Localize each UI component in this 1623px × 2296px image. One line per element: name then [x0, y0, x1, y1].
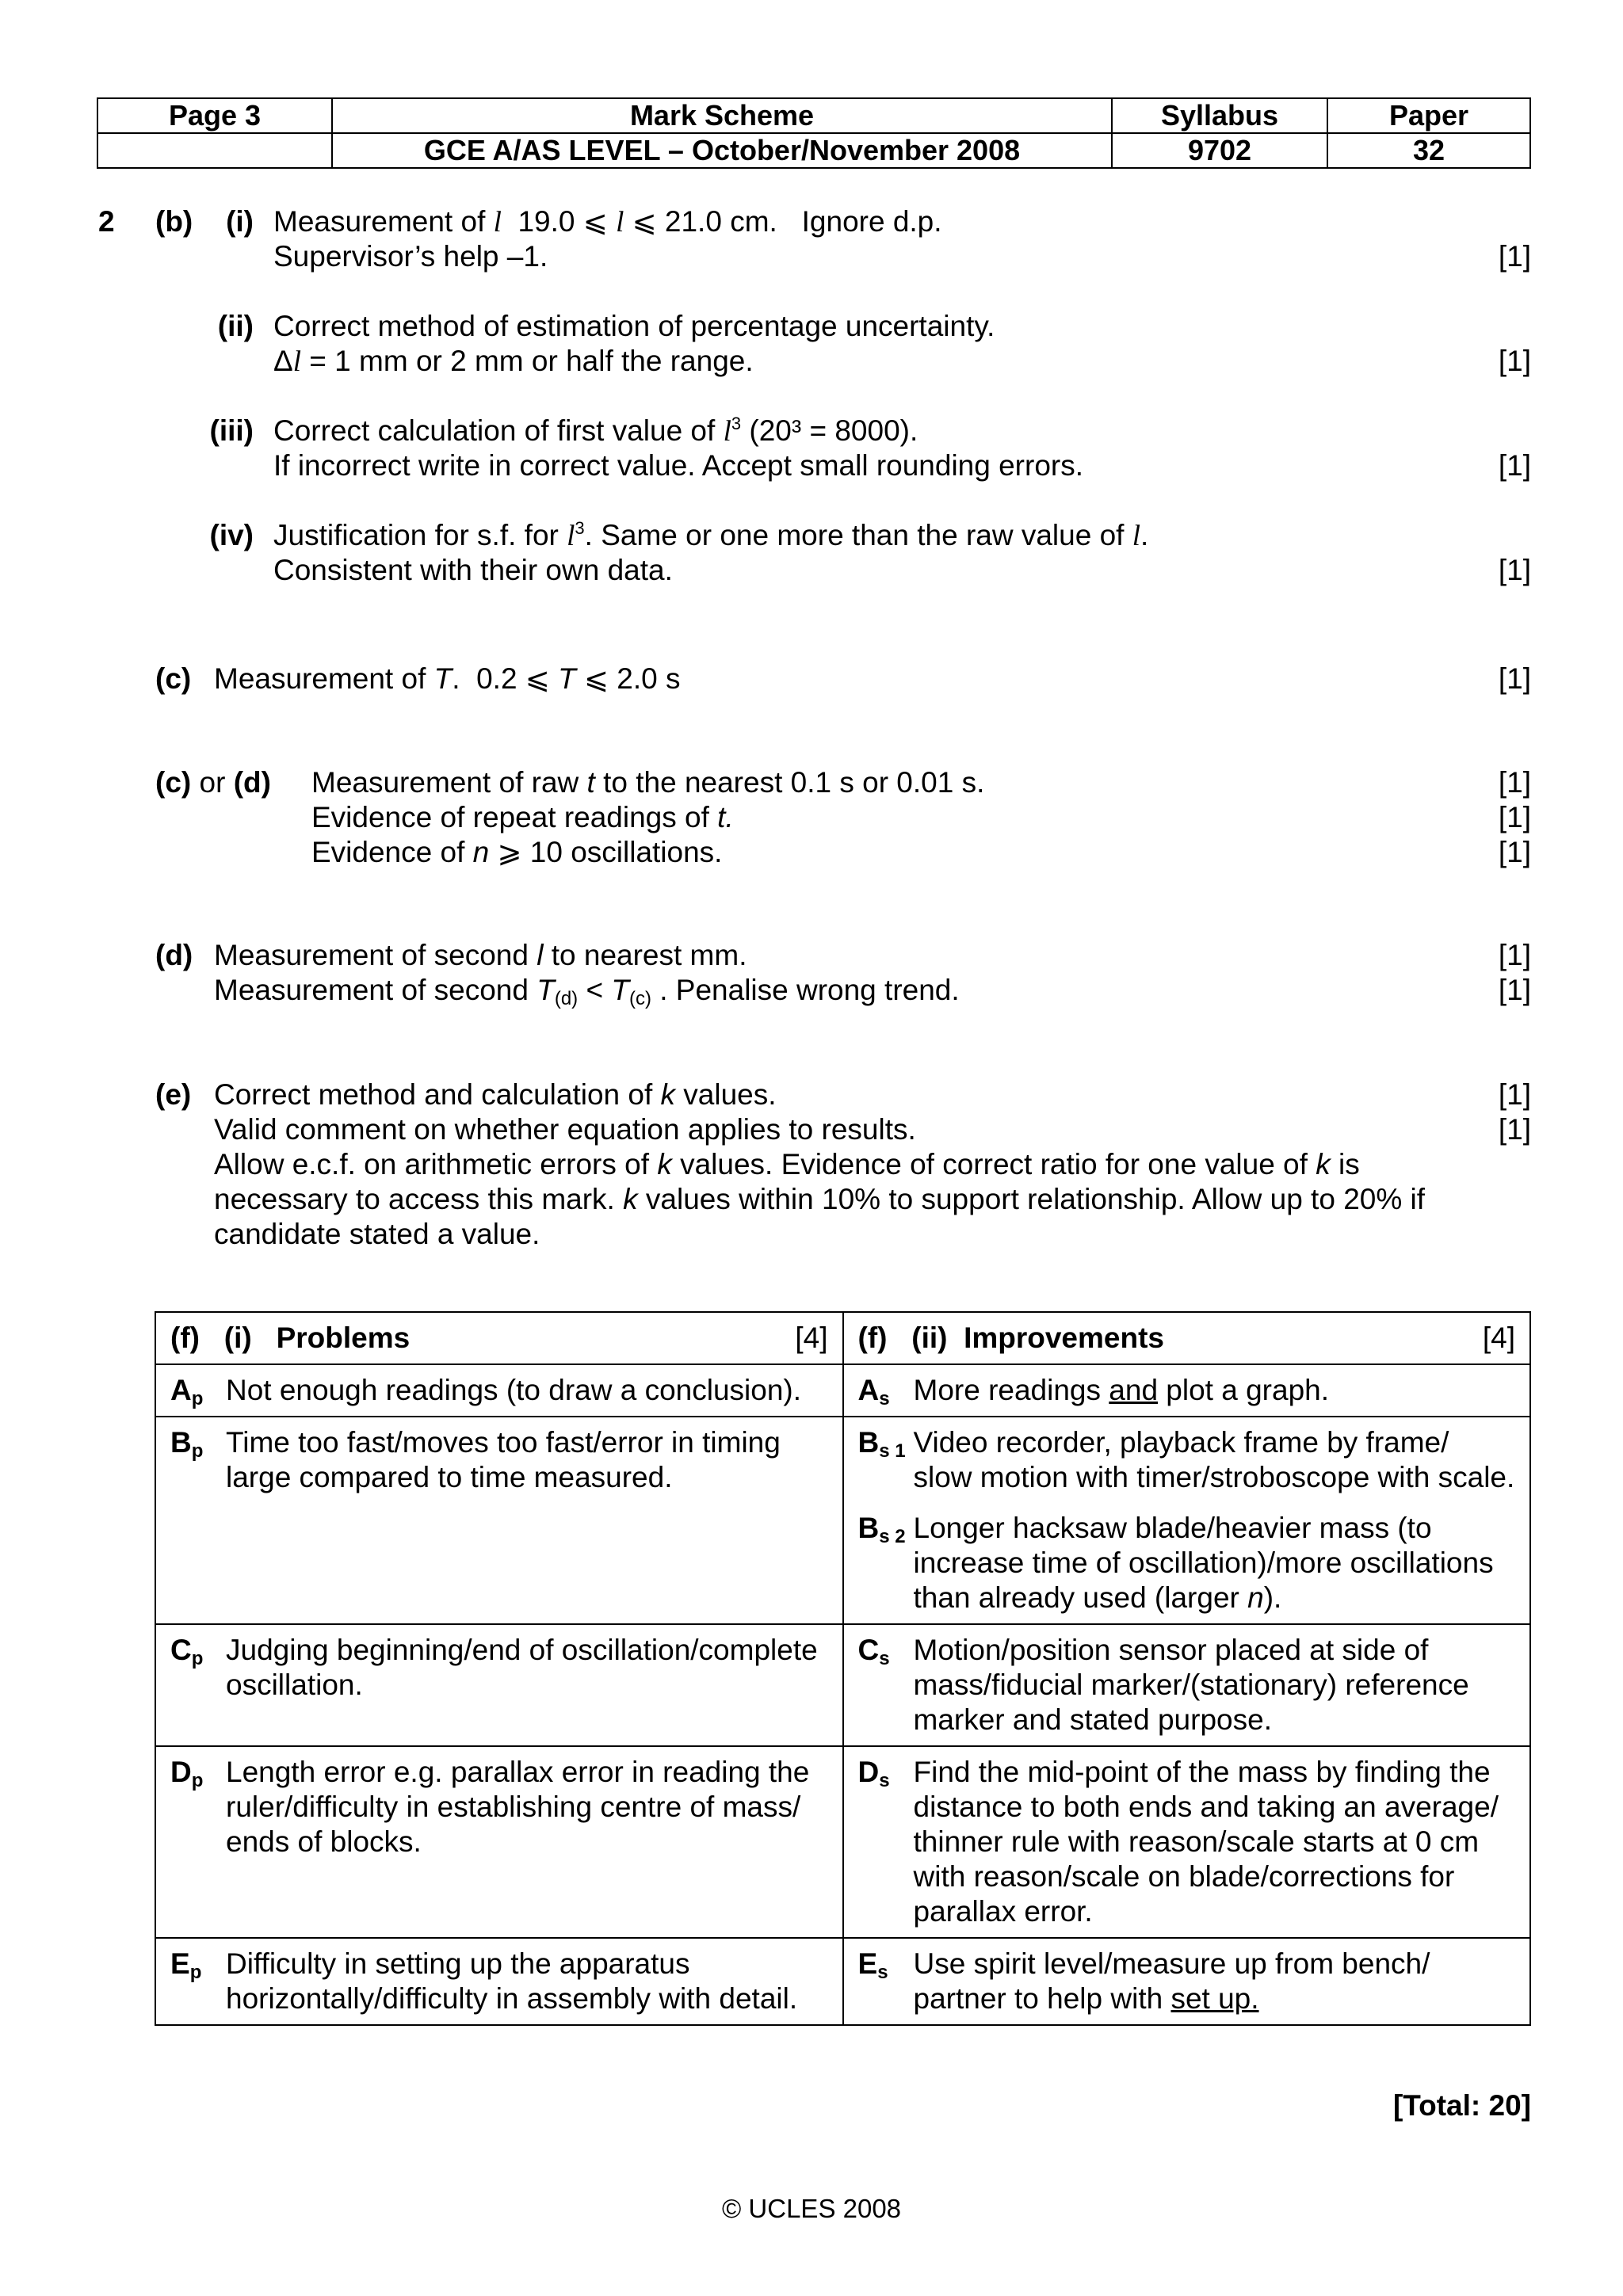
solution-c-label: $C_s$ [857, 1634, 890, 1669]
d-mark2: [1] [1498, 974, 1531, 1006]
cd-mark1: [1] [1498, 766, 1531, 799]
solution-a-cell [843, 1364, 1531, 1417]
problem-e-cell [155, 1938, 843, 2025]
b-iii-line2: If incorrect write in correct value. Accept small rounding errors. [273, 449, 1083, 482]
b-iv-line1: Justification for s.f. for $l^3$. Same or one more than the raw value of l. [273, 518, 1149, 552]
cd-mark3: [1] [1498, 836, 1531, 868]
doc-title: Mark Scheme [332, 98, 1112, 133]
cd-line2: Evidence of repeat readings of t. [311, 801, 734, 833]
problem-b-label: $B_p$ [170, 1426, 204, 1462]
e-mark2: [1] [1498, 1113, 1531, 1146]
b-ii-label: (ii) [217, 310, 254, 342]
problem-a-label: $A_p$ [170, 1374, 204, 1409]
cd-line3: Evidence of n ⩾ 10 oscillations. [311, 836, 723, 868]
problem-c-cell [155, 1624, 843, 1746]
solution-c-cell [843, 1624, 1531, 1746]
problem-c-label: $C_p$ [170, 1634, 204, 1669]
solution-b2-label: $B_{s 2}$ [857, 1512, 906, 1547]
paper-number: 32 [1327, 133, 1530, 168]
b-iv-line2: Consistent with their own data. [273, 554, 673, 586]
e-mark1: [1] [1498, 1078, 1531, 1111]
b-iv-mark: [1] [1498, 554, 1531, 586]
solution-c-text: Motion/position sensor placed at side of mass/fiducial marker/(stationary) reference marker and stated purpose. [913, 1634, 1469, 1736]
part-d-label: (d) [155, 939, 193, 971]
problems-improvements-table [155, 1311, 1531, 2026]
solution-b1-text: Video recorder, playback frame by frame/ slow motion with timer/stroboscope with scale. [913, 1426, 1515, 1493]
cd-line1: Measurement of raw t to the nearest 0.1 s or 0.01 s. [311, 766, 985, 799]
exam-title: GCE A/AS LEVEL – October/November 2008 [332, 133, 1112, 168]
problem-b-cell [155, 1417, 843, 1624]
part-e-label: (e) [155, 1078, 192, 1111]
solution-d-cell [843, 1746, 1531, 1938]
solution-b2-text: Longer hacksaw blade/heavier mass (to increase time of oscillation)/more oscillations than already used (larger n). [913, 1512, 1494, 1614]
problem-c-text: Judging beginning/end of oscillation/complete oscillation. [226, 1634, 818, 1701]
d-mark1: [1] [1498, 939, 1531, 971]
improvements-header-cell [843, 1312, 1531, 1364]
total-marks: [Total: 20] [1392, 2089, 1531, 2122]
problem-d-cell [155, 1746, 843, 1938]
solution-a-text: More readings and plot a graph. [913, 1374, 1330, 1406]
problem-e-label: $E_p$ [170, 1947, 202, 1983]
b-ii-mark: [1] [1498, 345, 1531, 377]
syllabus-label: Syllabus [1112, 98, 1327, 133]
part-c-label: (c) [155, 662, 192, 695]
b-i-line2: Supervisor’s help –1. [273, 240, 548, 273]
part-c-text: Measurement of T. 0.2 ⩽ T ⩽ 2.0 s [214, 662, 681, 695]
cd-mark2: [1] [1498, 801, 1531, 833]
problem-e-text: Difficulty in setting up the apparatus horizontally/difficulty in assembly with detail. [226, 1947, 798, 2015]
solution-e-text: Use spirit level/measure up from bench/ partner to help with set up. [913, 1947, 1430, 2015]
paper-label: Paper [1327, 98, 1530, 133]
problems-header: (f) (i) Problems [170, 1322, 411, 1354]
b-ii-line1: Correct method of estimation of percentage uncertainty. [273, 310, 995, 342]
header-table [97, 97, 1531, 169]
d-line1: Measurement of second l to nearest mm. [214, 939, 747, 971]
solution-d-label: $D_s$ [857, 1756, 890, 1791]
problems-header-cell [155, 1312, 843, 1364]
b-iii-line1: Correct calculation of first value of $l^3$ (20³ = 8000). [273, 414, 918, 448]
solution-a-label: $A_s$ [857, 1374, 890, 1409]
problem-b-text: Time too fast/moves too fast/error in timing large compared to time measured. [226, 1426, 781, 1493]
solution-e-label: $E_s$ [857, 1947, 888, 1983]
e-line4: necessary to access this mark. k values within 10% to support relationship. Allow up to 20% if [214, 1183, 1426, 1215]
problem-a-cell [155, 1364, 843, 1417]
header-blank [97, 133, 332, 168]
part-c-mark: [1] [1498, 662, 1531, 695]
problem-d-text: Length error e.g. parallax error in reading the ruler/difficulty in establishing centre of mass/ ends of blocks. [226, 1756, 810, 1858]
b-i-label: (i) [226, 205, 254, 238]
syllabus-code: 9702 [1112, 133, 1327, 168]
b-iii-mark: [1] [1498, 449, 1531, 482]
solution-d-text: Find the mid-point of the mass by finding the distance to both ends and taking an average/ thinner rule with reason/scale starts at 0 cm with reason/scale on blade/corrections for parallax error. [913, 1756, 1499, 1928]
b-ii-line2: Δl = 1 mm or 2 mm or half the range. [273, 345, 754, 378]
problems-marks: [4] [795, 1322, 828, 1354]
b-iv-label: (iv) [209, 519, 254, 551]
problem-a-text: Not enough readings (to draw a conclusion). [226, 1374, 802, 1406]
part-b-label: (b) [155, 205, 193, 238]
question-number: 2 [98, 205, 115, 238]
b-iii-label: (iii) [209, 414, 254, 447]
e-line2: Valid comment on whether equation applies to results. [214, 1113, 916, 1146]
e-line1: Correct method and calculation of k values. [214, 1078, 777, 1111]
improvements-marks: [4] [1482, 1322, 1515, 1354]
copyright-footer: © UCLES 2008 [721, 2194, 902, 2223]
e-line3: Allow e.c.f. on arithmetic errors of k values. Evidence of correct ratio for one value of k is [214, 1148, 1360, 1180]
b-i-mark: [1] [1498, 240, 1531, 273]
part-cd-label: (c) or (d) [155, 766, 271, 799]
b-i-line1: Measurement of l 19.0 ⩽ l ⩽ 21.0 cm. Ignore d.p. [273, 205, 942, 238]
solution-b1-label: $B_{s 1}$ [857, 1426, 906, 1462]
problem-d-label: $D_p$ [170, 1756, 204, 1791]
d-line2: Measurement of second $T_{(d)} < T_{(c)}$ . Penalise wrong trend. [214, 974, 960, 1009]
improvements-header: (f) (ii) Improvements [857, 1322, 1164, 1354]
e-line5: candidate stated a value. [214, 1218, 540, 1250]
solution-e-cell [843, 1938, 1531, 2025]
page-label: Page 3 [97, 98, 332, 133]
solution-b-cell [843, 1417, 1531, 1624]
